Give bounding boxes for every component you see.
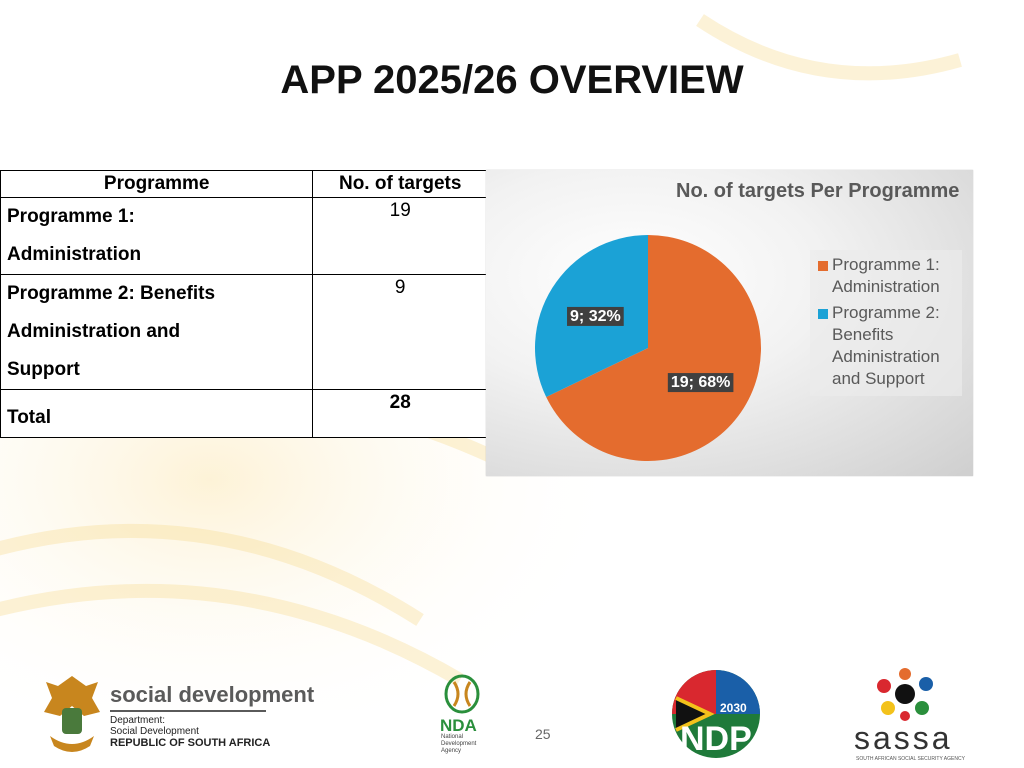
department-lines bbox=[110, 715, 199, 737]
table-row bbox=[1, 275, 488, 390]
table-total-row bbox=[1, 390, 488, 438]
programme-header: Programme bbox=[1, 171, 313, 198]
chart-legend bbox=[810, 250, 962, 396]
table-row bbox=[1, 198, 488, 275]
programme-line: Programme 2: Benefits bbox=[7, 283, 216, 304]
sassa-name: sassa bbox=[854, 720, 953, 756]
targets-cell: 19 bbox=[313, 198, 488, 275]
legend-line: Programme 2: bbox=[832, 303, 940, 322]
slide-title: APP 2025/26 OVERVIEW bbox=[280, 58, 744, 102]
legend-line: Programme 1: bbox=[832, 255, 940, 274]
pie-data-label: 9; 32% bbox=[570, 307, 621, 325]
nda-sub-line: National bbox=[441, 734, 464, 740]
targets-header: No. of targets bbox=[313, 171, 488, 198]
programme-cell bbox=[1, 275, 313, 390]
sassa-sub: SOUTH AFRICAN SOCIAL SECURITY AGENCY bbox=[856, 756, 965, 762]
programme-cell bbox=[1, 198, 313, 275]
ndp-2030-logo-icon bbox=[670, 668, 762, 760]
targets-table bbox=[0, 170, 488, 438]
pie-chart bbox=[486, 170, 973, 476]
programme-line: Programme 1: bbox=[7, 206, 135, 227]
nda-sub-line: Development bbox=[441, 741, 477, 747]
legend-line: Administration bbox=[832, 277, 940, 296]
legend-swatch bbox=[818, 261, 828, 271]
page-number: 25 bbox=[535, 726, 551, 742]
legend-line: Benefits bbox=[832, 325, 894, 344]
legend-item bbox=[810, 254, 962, 298]
department-line: Social Development bbox=[110, 726, 199, 737]
legend-item bbox=[810, 302, 962, 390]
programme-line: Administration and bbox=[7, 321, 181, 342]
divider bbox=[110, 710, 266, 712]
legend-swatch bbox=[818, 309, 828, 319]
nda-sub-line: Agency bbox=[441, 748, 462, 754]
legend-line: Administration bbox=[832, 347, 940, 366]
total-label-cell: Total bbox=[1, 390, 313, 438]
pie-data-label: 19; 68% bbox=[670, 374, 731, 392]
programme-line: Support bbox=[7, 359, 80, 380]
targets-cell: 9 bbox=[313, 275, 488, 390]
sassa-hands-logo-icon bbox=[870, 666, 940, 722]
table-header-row bbox=[1, 171, 488, 198]
social-development-name: social development bbox=[110, 682, 315, 707]
chart-title: No. of targets Per Programme bbox=[676, 180, 960, 202]
nda-sub bbox=[441, 734, 476, 755]
ndp-name: NDP bbox=[680, 720, 752, 758]
footer-logos bbox=[0, 660, 1024, 768]
ndp-year: 2030 bbox=[720, 701, 747, 715]
department-line: Department: bbox=[110, 715, 166, 726]
programme-line: Administration bbox=[7, 244, 142, 265]
total-targets-cell: 28 bbox=[313, 390, 488, 438]
country-name: REPUBLIC OF SOUTH AFRICA bbox=[110, 737, 271, 749]
coat-of-arms-icon bbox=[40, 672, 104, 756]
legend-line: and Support bbox=[832, 369, 925, 388]
nda-name: NDA bbox=[440, 716, 477, 735]
